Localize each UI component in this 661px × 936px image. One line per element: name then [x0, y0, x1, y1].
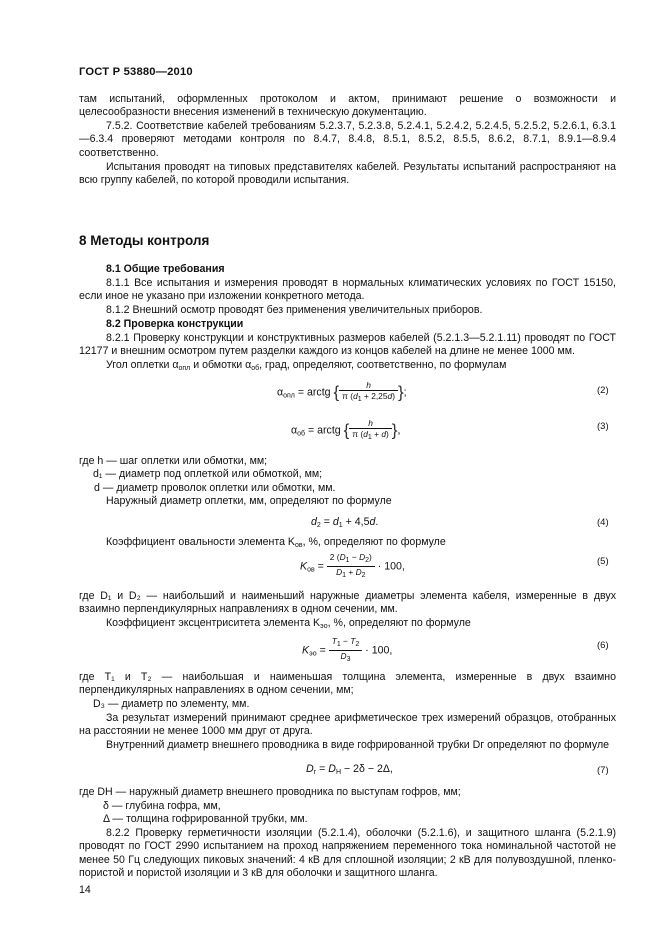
section-8-title: 8 Методы контроля — [79, 233, 210, 248]
formula-3: $\alpha_{об}$ = arctg { $\frac{h}{\pi (d_1 + d)}$ }, — [291, 418, 401, 441]
intro-paragraph-1: там испытаний, оформленных протоколом и актом, принимают решение о возможности и целесообразности внесения изменений в техническую документацию. — [79, 93, 616, 119]
intro-paragraph-3: Испытания проводят на типовых представителях кабелей. Результаты испытаний распространяют на всю группу кабелей, по которой проводили испытания. — [79, 161, 616, 187]
legend-d3: D₃ — диаметр по элементу, мм. — [93, 698, 250, 710]
equation-number-7: (7) — [597, 765, 609, 776]
legend-h: где h — шаг оплетки или обмотки, мм; — [79, 455, 268, 467]
legend-d: d — диаметр проволок оплетки или обмотки, мм. — [94, 482, 336, 494]
legend-t1-t2: где T₁ и T₂ — наибольшая и наименьшая толщина элемента, измеренные в двух взаимно перпендикулярных направлениях в одном сечении, мм; — [79, 671, 616, 697]
formula-2: $\alpha_{опл}$ = arctg { $\frac{h}{\pi (d_1 + 2,25d)}$ }; — [277, 380, 407, 403]
document-header: ГОСТ Р 53880—2010 — [79, 66, 193, 78]
angle-intro: Угол оплетки $\alpha_{опл}$ и обмотки $\alpha_{об}$, град, определяют, соответственно, по формулам — [106, 359, 507, 372]
outer-diameter-intro: Наружный диаметр оплетки, мм, определяют по формуле — [106, 495, 392, 507]
formula-6: $K_{эо}$ = $\frac{T_1 - T_2}{D_3}$ · 100, — [302, 636, 393, 663]
result-paragraph: За результат измерений принимают среднее арифметическое трех измерений образцов, отобранных на расстоянии не менее 1000 мм друг от друга. — [79, 712, 616, 738]
para-8-1-1: 8.1.1 Все испытания и измерения проводят в нормальных климатических условиях по ГОСТ 15150, если иное не указано при изложении конкретного метода. — [79, 277, 616, 303]
page-number: 14 — [79, 884, 91, 896]
eccentricity-intro: Коэффициент эксцентриситета элемента $K_{эо}$, %, определяют по формуле — [106, 617, 471, 630]
formula-5: $K_{ов}$ = $\frac{2 (D_1 - D_2)}{D_1 + D_2}$ · 100, — [300, 552, 405, 579]
legend-delta-depth: δ — глубина гофра, мм, — [103, 800, 221, 812]
equation-number-5: (5) — [597, 556, 609, 567]
para-8-2-1: 8.2.1 Проверку конструкции и конструктивных размеров кабелей (5.2.1.3—5.2.1.11) проводят по ГОСТ 12177 и внешним осмотром путем разделки каждого из концов кабелей на длине не менее 1000 мм. — [79, 332, 616, 358]
subsection-8-1-title: 8.1 Общие требования — [106, 263, 225, 275]
equation-number-2: (2) — [597, 385, 609, 396]
equation-number-6: (6) — [597, 640, 609, 651]
equation-number-3: (3) — [597, 421, 609, 432]
inner-diameter-paragraph: Внутренний диаметр внешнего проводника в виде гофрированной трубки Dг определяют по формуле — [106, 739, 610, 751]
formula-4: $d_2 = d_1 + 4,5d$. — [311, 516, 379, 529]
formula-7: $D_г = D_Н - 2\delta - 2\Delta$, — [306, 763, 393, 776]
legend-dh: где DН — наружный диаметр внешнего проводника по выступам гофров, мм; — [79, 786, 461, 798]
subsection-8-2-title: 8.2 Проверка конструкции — [106, 318, 244, 330]
intro-paragraph-2: 7.5.2. Соответствие кабелей требованиям 5.2.3.7, 5.2.3.8, 5.2.4.1, 5.2.4.2, 5.2.4.5, 5.2.5.2, 5.2.6.1, 6.3.1—6.3.4 проверяют методами контроля по 8.4.7, 8.4.8, 8.5.1, 8.5.2, 8.5.5, 8.6.2, 8.7.1, 8.9.1—8.9.4 соответственно. — [79, 120, 616, 159]
equation-number-4: (4) — [597, 517, 609, 528]
ovality-intro: Коэффициент овальности элемента $K_{ов}$, %, определяют по формуле — [106, 536, 446, 549]
legend-d1-d2: где D₁ и D₂ — наибольший и наименьший наружные диаметры элемента кабеля, измеренные в двух взаимно перпендикулярных направлениях в одном сечении, мм. — [79, 590, 616, 616]
para-8-1-2: 8.1.2 Внешний осмотр проводят без применения увеличительных приборов. — [106, 304, 483, 316]
para-8-2-2: 8.2.2 Проверку герметичности изоляции (5.2.1.4), оболочки (5.2.1.6), и защитного шланга (5.2.1.9) проводят по ГОСТ 2990 испытанием на проход напряжением переменного тока номинальной частотой не менее 50 Гц следующих пиковых значений: 4 кВ для сплошной изоляции; 2 кВ для полувоздушной, пленко-пористой и пористой изоляции и 3 кВ для оболочки и защитного шланга. — [79, 827, 616, 880]
legend-delta-thickness: Δ — толщина гофрированной трубки, мм. — [103, 813, 308, 825]
legend-d1: d₁ — диаметр под оплеткой или обмоткой, мм; — [93, 468, 323, 480]
